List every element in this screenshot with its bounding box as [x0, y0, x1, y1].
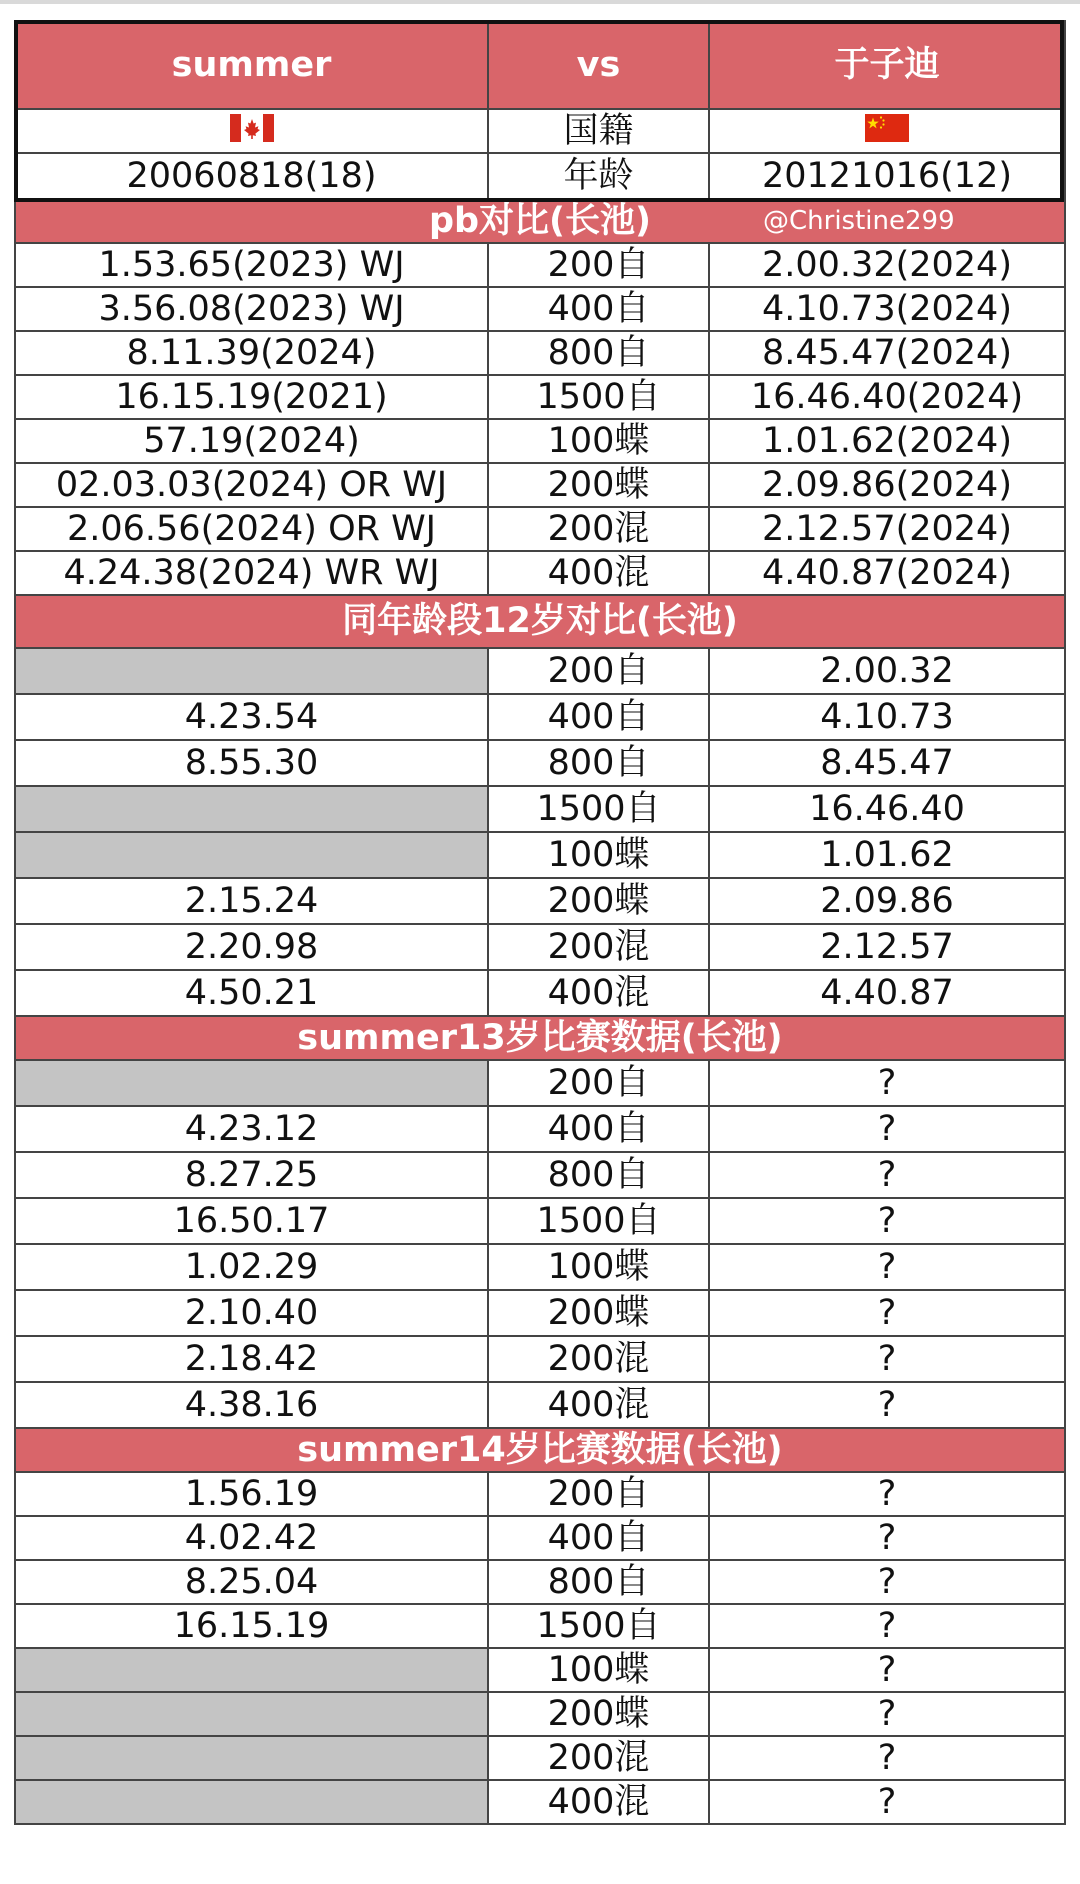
- yuzidi-time-cell: 16.46.40(2024): [709, 375, 1065, 419]
- header-right-name: 于子迪: [709, 21, 1065, 109]
- event-cell: 400自: [488, 287, 709, 331]
- yuzidi-time-cell: 8.45.47(2024): [709, 331, 1065, 375]
- summer-time-cell: 16.50.17: [15, 1198, 488, 1244]
- yuzidi-time-cell: ?: [709, 1290, 1065, 1336]
- yuzidi-time-cell: ?: [709, 1106, 1065, 1152]
- yuzidi-time-cell: 1.01.62: [709, 832, 1065, 878]
- yuzidi-time-cell: ?: [709, 1560, 1065, 1604]
- canada-flag-icon: [230, 114, 274, 149]
- yuzidi-time-cell: 16.46.40: [709, 786, 1065, 832]
- event-cell: 200蝶: [488, 1692, 709, 1736]
- table-row: [15, 1780, 1065, 1824]
- summer-time-cell: 02.03.03(2024) OR WJ: [15, 463, 488, 507]
- event-cell: 200自: [488, 648, 709, 694]
- event-cell: 400自: [488, 1106, 709, 1152]
- yuzidi-time-cell: 4.10.73: [709, 694, 1065, 740]
- yuzidi-time-cell: 1.01.62(2024): [709, 419, 1065, 463]
- table-row: [15, 1648, 1065, 1692]
- summer-time-cell: 57.19(2024): [15, 419, 488, 463]
- header-vs: vs: [488, 21, 709, 109]
- yuzidi-time-cell: ?: [709, 1516, 1065, 1560]
- summer-time-cell: [15, 1780, 488, 1824]
- event-cell: 800自: [488, 1560, 709, 1604]
- yuzidi-time-cell: ?: [709, 1692, 1065, 1736]
- nationality-label: 国籍: [488, 109, 709, 153]
- event-cell: 200自: [488, 1060, 709, 1106]
- table-row: [15, 507, 1065, 551]
- yuzidi-time-cell: 2.00.32: [709, 648, 1065, 694]
- yuzidi-time-cell: 4.40.87: [709, 970, 1065, 1016]
- yuzidi-time-cell: 2.12.57: [709, 924, 1065, 970]
- yuzidi-time-cell: ?: [709, 1604, 1065, 1648]
- event-cell: 200自: [488, 243, 709, 287]
- yuzidi-time-cell: 2.00.32(2024): [709, 243, 1065, 287]
- header-row: [15, 21, 1065, 109]
- table-row: [15, 878, 1065, 924]
- event-cell: 800自: [488, 1152, 709, 1198]
- section-title: 同年龄段12岁对比(长池): [342, 601, 738, 641]
- event-cell: 1500自: [488, 375, 709, 419]
- table-row: [15, 1060, 1065, 1106]
- yuzidi-time-cell: 2.09.86: [709, 878, 1065, 924]
- header-left-name: summer: [15, 21, 488, 109]
- summer-time-cell: [15, 1060, 488, 1106]
- age-left: 20060818(18): [15, 153, 488, 199]
- section-banner-1: [15, 199, 1065, 243]
- section-title: pb对比(长池): [428, 200, 652, 241]
- event-cell: 400混: [488, 970, 709, 1016]
- top-divider: [0, 0, 1080, 4]
- yuzidi-time-cell: ?: [709, 1244, 1065, 1290]
- event-cell: 200蝶: [488, 878, 709, 924]
- table-row: [15, 924, 1065, 970]
- event-cell: 400混: [488, 1780, 709, 1824]
- event-cell: 400自: [488, 1516, 709, 1560]
- event-cell: 100蝶: [488, 1648, 709, 1692]
- yuzidi-time-cell: 4.40.87(2024): [709, 551, 1065, 595]
- table-row: [15, 1692, 1065, 1736]
- event-cell: 1500自: [488, 1198, 709, 1244]
- table-row: [15, 331, 1065, 375]
- yuzidi-time-cell: 4.10.73(2024): [709, 287, 1065, 331]
- yuzidi-time-cell: ?: [709, 1382, 1065, 1428]
- table-row: [15, 1198, 1065, 1244]
- summer-time-cell: 3.56.08(2023) WJ: [15, 287, 488, 331]
- table-row: [15, 419, 1065, 463]
- table-row: [15, 375, 1065, 419]
- event-cell: 200自: [488, 1472, 709, 1516]
- table-row: [15, 1106, 1065, 1152]
- table-row: [15, 551, 1065, 595]
- summer-time-cell: 4.24.38(2024) WR WJ: [15, 551, 488, 595]
- summer-time-cell: 16.15.19: [15, 1604, 488, 1648]
- section-title: summer13岁比赛数据(长池): [297, 1017, 783, 1058]
- summer-time-cell: 4.50.21: [15, 970, 488, 1016]
- summer-time-cell: 4.02.42: [15, 1516, 488, 1560]
- table-row: [15, 832, 1065, 878]
- table-row: [15, 970, 1065, 1016]
- table-row: [15, 243, 1065, 287]
- summer-time-cell: 1.02.29: [15, 1244, 488, 1290]
- event-cell: 100蝶: [488, 419, 709, 463]
- event-cell: 800自: [488, 331, 709, 375]
- table-row: [15, 1336, 1065, 1382]
- table-row: [15, 1244, 1065, 1290]
- yuzidi-time-cell: ?: [709, 1336, 1065, 1382]
- yuzidi-time-cell: ?: [709, 1648, 1065, 1692]
- summer-time-cell: 2.06.56(2024) OR WJ: [15, 507, 488, 551]
- summer-time-cell: 2.20.98: [15, 924, 488, 970]
- yuzidi-time-cell: ?: [709, 1780, 1065, 1824]
- event-cell: 400混: [488, 1382, 709, 1428]
- yuzidi-time-cell: ?: [709, 1472, 1065, 1516]
- event-cell: 200蝶: [488, 1290, 709, 1336]
- summer-time-cell: 1.53.65(2023) WJ: [15, 243, 488, 287]
- section-banner-3: [15, 1016, 1065, 1060]
- event-cell: 400混: [488, 551, 709, 595]
- yuzidi-time-cell: ?: [709, 1152, 1065, 1198]
- summer-time-cell: [15, 786, 488, 832]
- summer-time-cell: 4.38.16: [15, 1382, 488, 1428]
- summer-time-cell: 8.55.30: [15, 740, 488, 786]
- table-row: [15, 1382, 1065, 1428]
- event-cell: 100蝶: [488, 1244, 709, 1290]
- event-cell: 1500自: [488, 786, 709, 832]
- table-row: [15, 287, 1065, 331]
- yuzidi-time-cell: 8.45.47: [709, 740, 1065, 786]
- table-row: [15, 786, 1065, 832]
- summer-time-cell: 2.10.40: [15, 1290, 488, 1336]
- age-row: [15, 153, 1065, 199]
- section-title: summer14岁比赛数据(长池): [297, 1429, 783, 1470]
- summer-time-cell: 1.56.19: [15, 1472, 488, 1516]
- summer-time-cell: [15, 1648, 488, 1692]
- summer-time-cell: 4.23.54: [15, 694, 488, 740]
- section-banner-2: [15, 595, 1065, 648]
- summer-time-cell: 8.11.39(2024): [15, 331, 488, 375]
- watermark-handle: @Christine299: [763, 206, 955, 236]
- event-cell: 1500自: [488, 1604, 709, 1648]
- yuzidi-time-cell: ?: [709, 1198, 1065, 1244]
- table-row: [15, 648, 1065, 694]
- table-row: [15, 1604, 1065, 1648]
- nationality-row: [15, 109, 1065, 153]
- summer-time-cell: [15, 1692, 488, 1736]
- age-right: 20121016(12): [709, 153, 1065, 199]
- summer-time-cell: 8.27.25: [15, 1152, 488, 1198]
- china-flag-icon: [865, 114, 909, 149]
- summer-time-cell: [15, 648, 488, 694]
- table-row: [15, 740, 1065, 786]
- event-cell: 800自: [488, 740, 709, 786]
- summer-time-cell: [15, 1736, 488, 1780]
- event-cell: 200混: [488, 924, 709, 970]
- event-cell: 200混: [488, 507, 709, 551]
- nationality-left: [15, 109, 488, 153]
- event-cell: 400自: [488, 694, 709, 740]
- event-cell: 200蝶: [488, 463, 709, 507]
- table-row: [15, 1290, 1065, 1336]
- table-row: [15, 1736, 1065, 1780]
- yuzidi-time-cell: ?: [709, 1060, 1065, 1106]
- summer-time-cell: 16.15.19(2021): [15, 375, 488, 419]
- event-cell: 200混: [488, 1736, 709, 1780]
- yuzidi-time-cell: ?: [709, 1736, 1065, 1780]
- section-banner-4: [15, 1428, 1065, 1472]
- yuzidi-time-cell: 2.12.57(2024): [709, 507, 1065, 551]
- summer-time-cell: [15, 832, 488, 878]
- event-cell: 200混: [488, 1336, 709, 1382]
- table-row: [15, 1472, 1065, 1516]
- table-row: [15, 694, 1065, 740]
- summer-time-cell: 2.15.24: [15, 878, 488, 924]
- event-cell: 100蝶: [488, 832, 709, 878]
- table-row: [15, 463, 1065, 507]
- summer-time-cell: 2.18.42: [15, 1336, 488, 1382]
- summer-time-cell: 4.23.12: [15, 1106, 488, 1152]
- yuzidi-time-cell: 2.09.86(2024): [709, 463, 1065, 507]
- table-row: [15, 1152, 1065, 1198]
- table-row: [15, 1516, 1065, 1560]
- nationality-right: [709, 109, 1065, 153]
- age-label: 年龄: [488, 153, 709, 199]
- comparison-table: [14, 20, 1066, 1825]
- table-row: [15, 1560, 1065, 1604]
- summer-time-cell: 8.25.04: [15, 1560, 488, 1604]
